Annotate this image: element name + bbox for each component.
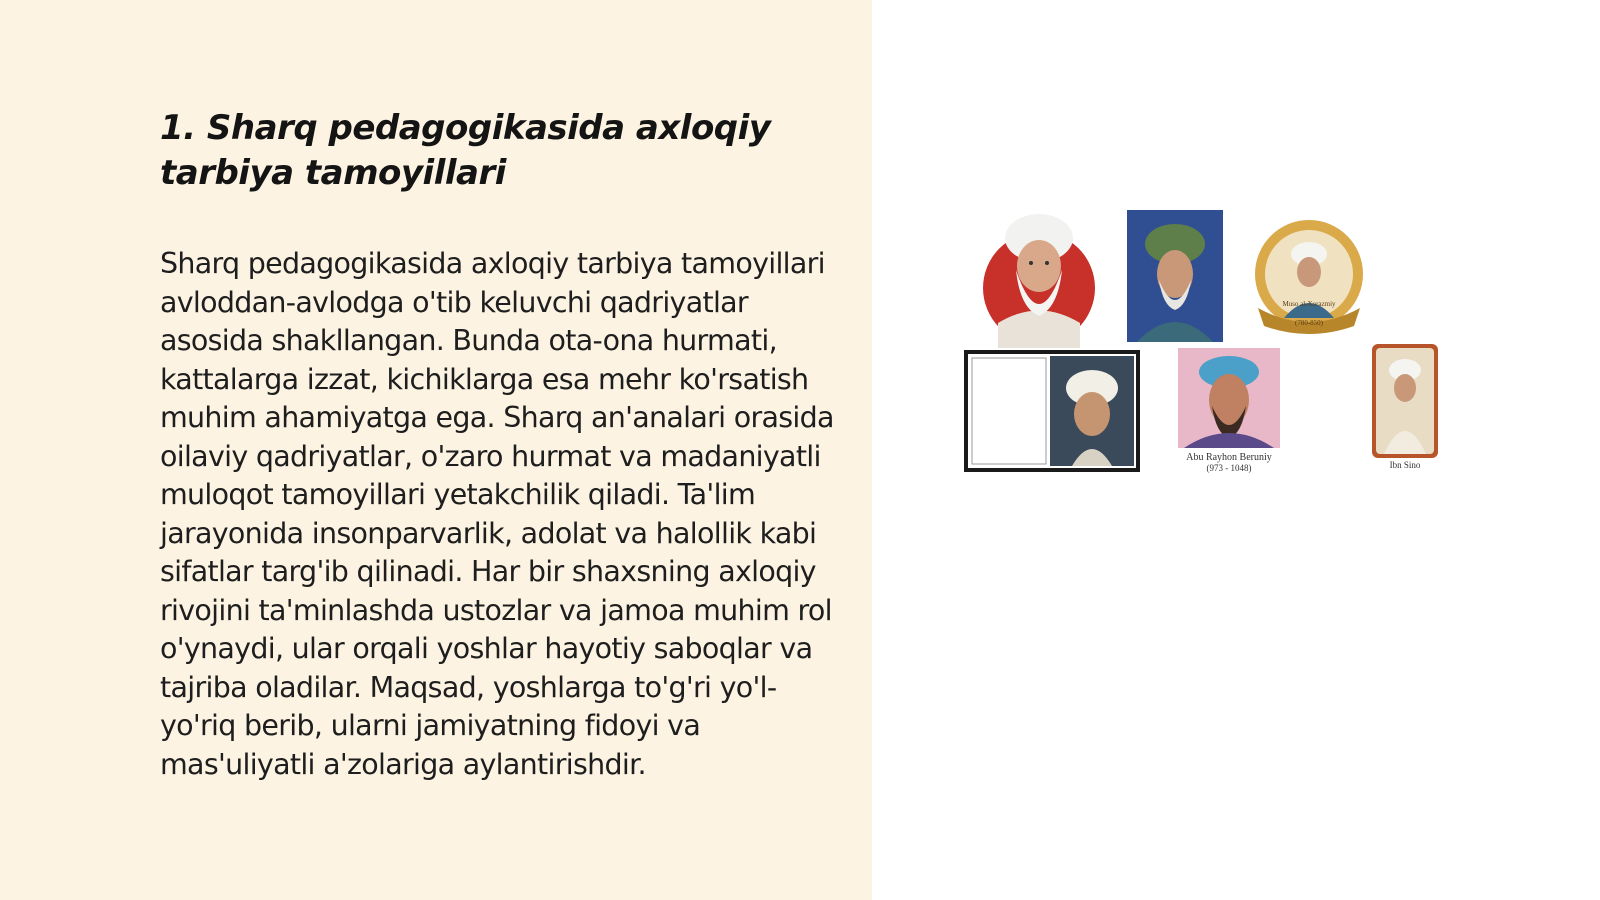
caption-beruniy-name: Abu Rayhon Beruniy: [1186, 452, 1272, 463]
portrait-scholar-red-circle: [978, 208, 1100, 348]
portrait-framed-card: [964, 350, 1140, 472]
caption-beruniy-years: (973 - 1048): [1206, 463, 1252, 473]
portrait-scholar-small: [1372, 344, 1438, 458]
medallion-years-text: (780-850): [1295, 319, 1323, 327]
medallion-name-text: Muso al-Xorazmiy: [1282, 300, 1336, 308]
slide-body-text: Sharq pedagogikasida axloqiy tarbiya tamoyillari avloddan-avlodga o'tib keluvchi qadriyatlar asosida shakllangan. Bunda ota-ona hurmati, kattalarga izzat, kichiklarga esa mehr ko'rsatish muhim ahamiyatga ega. Sharq an'analari orasida oilaviy qadriyatlar, o'zaro hurmat va madaniyatli muloqot tamoyillari yetakchilik qiladi. Ta'lim jarayonida insonparvarlik, adolat va halollik kabi sifatlar targ'ib qilinadi. Har bir shaxsning axloqiy rivojini ta'minlashda ustozlar va jamoa muhim rol o'ynaydi, ular orqali yoshlar hayotiy saboqlar va tajriba oladilar. Maqsad, yoshlarga to'g'ri yo'l-yo'riq berib, ularni jamiyatning fidoyi va mas'uliyatli a'zolariga aylantirishdir.: [160, 247, 834, 781]
caption-sino: Ibn Sino: [1389, 460, 1421, 470]
portrait-medallion-gold: [1250, 218, 1368, 342]
portrait-scholar-pink: [1178, 348, 1280, 448]
portrait-scholar-blue: [1127, 210, 1223, 342]
slide-title: 1. Sharq pedagogikasida axloqiy tarbiya tamoyillari: [160, 108, 771, 193]
